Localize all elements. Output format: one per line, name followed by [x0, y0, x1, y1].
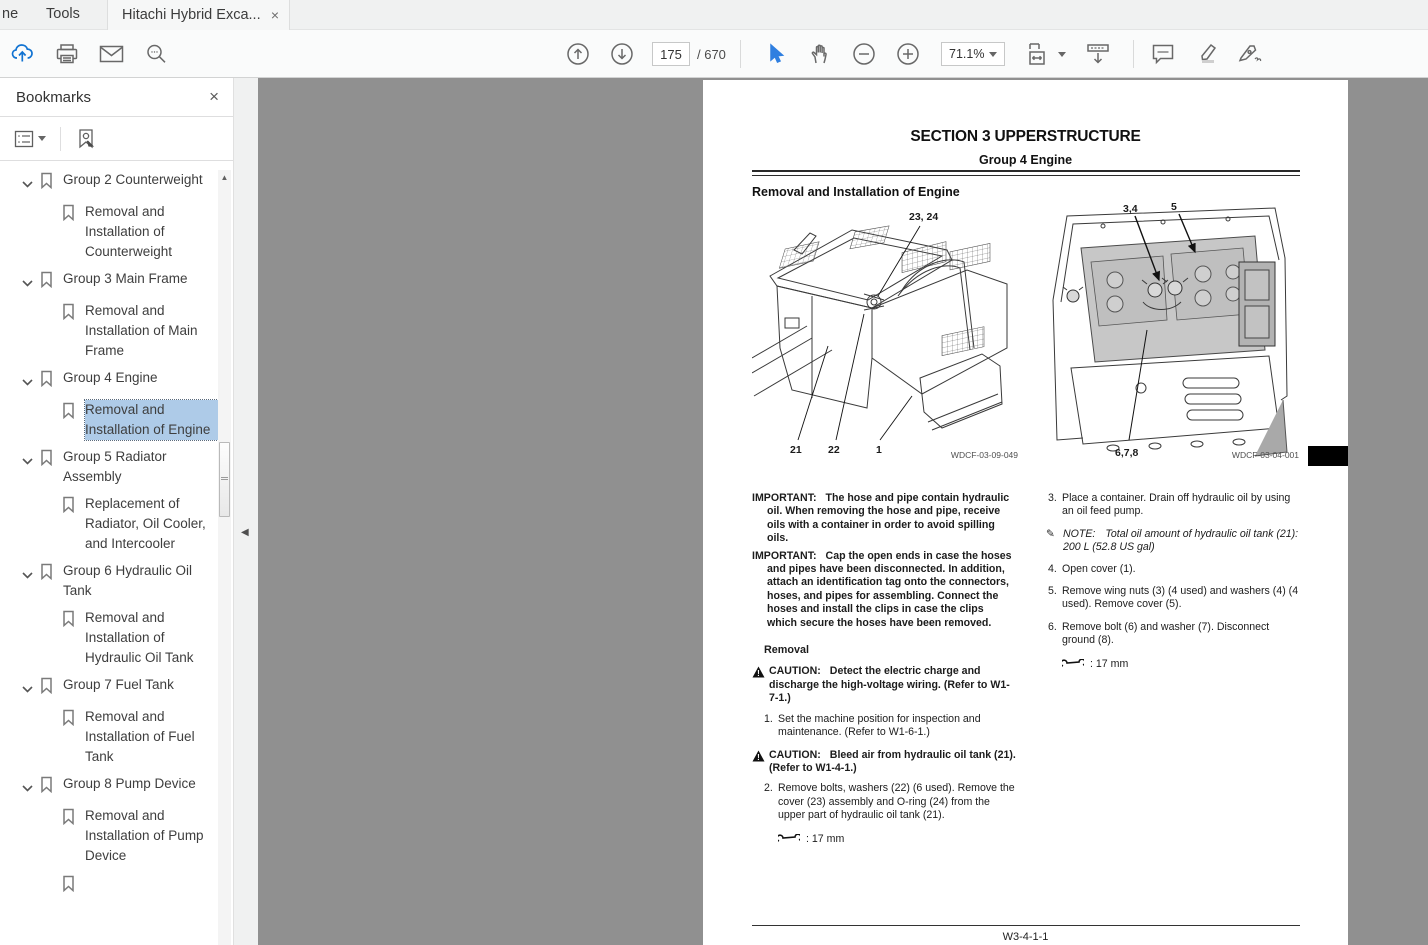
step-number: 2.	[764, 782, 773, 795]
page-total-label: / 670	[697, 47, 726, 62]
search-zoom-button[interactable]	[139, 37, 173, 71]
bookmark-icon	[62, 709, 77, 732]
bookmark-replacement-radiator[interactable]	[0, 494, 218, 554]
footer-rule	[752, 925, 1300, 926]
step-4	[1048, 563, 1302, 576]
bookmark-icon	[62, 496, 77, 519]
step-number: 4.	[1048, 562, 1057, 575]
bookmark-icon	[62, 610, 77, 633]
panel-close-icon[interactable]: ×	[209, 87, 219, 106]
comment-bubble-icon	[1151, 43, 1175, 65]
pencil-note-icon: ✎	[1046, 527, 1055, 540]
minus-circle-icon	[852, 42, 876, 66]
chevron-expanded-icon[interactable]	[22, 565, 38, 585]
email-button[interactable]	[94, 37, 128, 71]
step-text: Remove bolts, washers (22) (6 used). Remove the cover (23) assembly and O-ring (24) from the upper part of hydraulic oil tank (21).	[778, 782, 1015, 822]
wrench-spec-2	[1062, 658, 1302, 671]
tab-tools[interactable]: Tools	[46, 6, 80, 22]
signature-pen-icon	[1237, 42, 1265, 66]
toolbar-separator	[740, 40, 741, 68]
select-tool-button[interactable]	[759, 37, 793, 71]
bookmark-icon	[62, 204, 77, 227]
page-scroll-icon	[1085, 42, 1111, 66]
main-area	[0, 78, 1428, 945]
caution-text: Detect the electric charge and discharge the high-voltage wiring. (Refer to W1-7-1.)	[769, 665, 1010, 705]
bookmark-icon	[40, 563, 55, 586]
step-2	[764, 782, 1016, 822]
arrow-down-circle-icon	[610, 42, 634, 66]
step-number: 5.	[1048, 585, 1057, 598]
important-note-1	[752, 492, 1016, 546]
wrench-icon	[778, 834, 800, 844]
bookmark-group-2[interactable]	[0, 170, 218, 195]
toolbar-separator	[1133, 40, 1134, 68]
wrench-size: : 17 mm	[1090, 657, 1129, 670]
toolbar-separator	[60, 127, 61, 151]
tab-document-label: Hitachi Hybrid Exca...	[122, 7, 261, 23]
bookmarks-tree	[0, 170, 218, 945]
step-text: Open cover (1).	[1062, 562, 1136, 575]
left-column	[752, 492, 1016, 856]
zoom-out-button[interactable]	[847, 37, 881, 71]
bookmark-icon	[62, 875, 77, 898]
printer-icon	[55, 43, 79, 65]
chevron-expanded-icon[interactable]	[22, 778, 38, 798]
important-note-2	[752, 550, 1016, 630]
scrollbar-thumb[interactable]	[219, 442, 230, 517]
bookmark-removal-pump-device[interactable]	[0, 806, 218, 866]
print-button[interactable]	[50, 37, 84, 71]
collapse-panel-arrow[interactable]: ◀	[241, 527, 249, 538]
fig-label-5: 5	[1171, 201, 1177, 213]
step-number: 6.	[1048, 620, 1057, 633]
bookmark-label: Group 7 Fuel Tank	[63, 677, 174, 692]
page-heading: Removal and Installation of Engine	[752, 185, 960, 199]
bookmark-label: Removal and Installation of Engine	[85, 400, 218, 440]
chevron-expanded-icon[interactable]	[22, 174, 38, 194]
caution-1	[752, 665, 1016, 705]
bookmark-removal-main-frame[interactable]	[0, 301, 218, 361]
bookmark-group-6[interactable]	[0, 561, 218, 601]
save-cloud-button[interactable]	[7, 37, 41, 71]
step-text: Set the machine position for inspection and maintenance. (Refer to W1-6-1.)	[778, 712, 981, 739]
bookmark-icon	[40, 449, 55, 472]
fig-label-21: 21	[790, 444, 802, 456]
caution-label: CAUTION:	[769, 665, 821, 678]
page-footer: W3-4-1-1	[1002, 931, 1049, 943]
caution-2	[752, 749, 1016, 776]
step-3	[1048, 492, 1302, 519]
group-title: Group 4 Engine	[978, 153, 1073, 167]
caution-label: CAUTION:	[769, 748, 821, 761]
bookmark-label: Group 6 Hydraulic Oil Tank	[63, 563, 193, 598]
svg-text:!: !	[757, 752, 760, 762]
document-viewer[interactable]	[258, 78, 1428, 945]
wrench-spec-1	[778, 833, 1016, 846]
bookmark-icon	[40, 172, 55, 195]
bookmark-label: Group 5 Radiator Assembly	[63, 449, 167, 484]
new-bookmark-icon	[75, 128, 97, 150]
bookmark-label: Group 2 Counterweight	[63, 172, 203, 187]
bookmark-label: Removal and Installation of Fuel Tank	[85, 709, 195, 764]
select-arrow-icon	[766, 43, 786, 65]
bookmark-group-7[interactable]	[0, 675, 218, 700]
step-number: 1.	[764, 712, 773, 725]
envelope-icon	[99, 45, 124, 63]
right-column	[1048, 492, 1302, 681]
highlighter-icon	[1194, 42, 1220, 66]
options-list-icon	[14, 130, 34, 148]
bookmark-label: Group 4 Engine	[63, 370, 158, 385]
scroll-up-arrow[interactable]: ▲	[220, 173, 229, 182]
chevron-down-icon	[38, 136, 46, 141]
bookmarks-header	[0, 78, 233, 117]
chevron-down-icon	[1058, 52, 1066, 57]
add-bookmark-button[interactable]	[71, 124, 101, 154]
next-page-button[interactable]	[605, 37, 639, 71]
app-tab-bar	[0, 0, 1428, 30]
zoom-level-select[interactable]	[941, 42, 1005, 66]
tab-close-icon[interactable]: ×	[270, 7, 279, 23]
svg-text:!: !	[757, 669, 760, 679]
warning-triangle-icon	[752, 750, 765, 766]
bookmark-icon	[62, 303, 77, 326]
hand-icon	[809, 43, 832, 66]
bookmark-group-4[interactable]	[0, 368, 218, 393]
arrow-up-circle-icon	[566, 42, 590, 66]
panel-scrollbar[interactable]	[218, 170, 231, 945]
fig-caption-left: WDCF-03-09-049	[950, 450, 1018, 460]
bookmarks-title: Bookmarks	[16, 88, 92, 106]
bookmark-label: Removal and Installation of Main Frame	[85, 303, 198, 358]
note-text: Total oil amount of hydraulic oil tank (21): 200 L (52.8 US gal)	[1063, 527, 1299, 554]
comment-button[interactable]	[1146, 37, 1180, 71]
step-6	[1048, 621, 1302, 648]
step-number: 3.	[1048, 492, 1057, 504]
step-5	[1048, 585, 1302, 612]
search-icon	[145, 43, 167, 65]
pdf-page	[703, 80, 1348, 945]
bookmark-partial-row[interactable]	[0, 873, 218, 898]
bookmark-label: Removal and Installation of Counterweight	[85, 204, 173, 259]
removal-heading: Removal	[764, 644, 810, 657]
zoom-level-value: 71.1%	[949, 47, 985, 61]
bookmark-options-button[interactable]	[10, 126, 50, 152]
caution-text: Bleed air from hydraulic oil tank (21). (Refer to W1-4-1.)	[769, 748, 1016, 774]
bookmark-icon	[40, 776, 55, 799]
bookmark-label: Group 3 Main Frame	[63, 271, 188, 286]
bookmark-removal-fuel-tank[interactable]	[0, 707, 218, 767]
fig-label-3-4: 3,4	[1123, 203, 1138, 215]
hand-tool-button[interactable]	[803, 37, 837, 71]
section-title: SECTION 3 UPPERSTRUCTURE	[910, 128, 1141, 145]
bookmark-removal-hydraulic-tank[interactable]	[0, 608, 218, 668]
section-edge-marker	[1308, 446, 1348, 466]
note-block	[1048, 528, 1302, 555]
bookmark-label: Group 8 Pump Device	[63, 776, 196, 791]
step-text: Remove wing nuts (3) (4 used) and washers (4) (4 used). Remove cover (5).	[1062, 585, 1299, 611]
step-text: Place a container. Drain off hydraulic oil by using an oil feed pump.	[1062, 492, 1291, 518]
important-label: IMPORTANT:	[752, 492, 817, 504]
main-toolbar	[0, 30, 1428, 78]
bookmark-label: Removal and Installation of Pump Device	[85, 808, 204, 863]
note-label: NOTE:	[1063, 527, 1096, 540]
previous-page-button[interactable]	[561, 37, 595, 71]
panel-gutter	[233, 78, 258, 945]
double-rule	[752, 170, 1300, 176]
figure-engine-exterior	[752, 198, 1020, 460]
bookmark-group-8[interactable]	[0, 774, 218, 799]
important-text: The hose and pipe contain hydraulic oil. When removing the hose and pipe, receive oils with a container in order to avoid spilling oils.	[767, 492, 1010, 545]
bookmark-removal-engine-selected[interactable]	[0, 400, 218, 440]
important-label: IMPORTANT:	[752, 549, 817, 562]
tab-home-partial[interactable]: ne	[2, 6, 19, 22]
chevron-expanded-icon[interactable]	[22, 451, 38, 471]
bookmark-icon	[40, 370, 55, 393]
sign-button[interactable]	[1234, 37, 1268, 71]
zoom-in-button[interactable]	[891, 37, 925, 71]
important-text: Cap the open ends in case the hoses and pipes have been disconnected. In addition, attach an identification tag onto the connectors, hoses, and pipes for assembling. Connect the hoses and install the clips in case the clips which secure the hoses have been removed.	[767, 549, 1012, 629]
fig-caption-right: WDCF-03-04-001	[1231, 450, 1299, 460]
bookmarks-toolbar	[0, 117, 233, 161]
wrench-icon	[1062, 659, 1084, 669]
highlight-button[interactable]	[1190, 37, 1224, 71]
bookmark-label: Replacement of Radiator, Oil Cooler, and Intercooler	[85, 496, 206, 551]
fig-label-6-7-8: 6,7,8	[1115, 447, 1139, 459]
bookmark-group-3[interactable]	[0, 269, 218, 294]
bookmark-icon	[40, 677, 55, 700]
figure-engine-compartment	[1043, 200, 1303, 460]
bookmark-group-5[interactable]	[0, 447, 218, 487]
bookmark-icon	[40, 271, 55, 294]
bookmark-icon	[62, 402, 77, 425]
warning-triangle-icon	[752, 666, 765, 682]
page-number-value: 175	[660, 46, 682, 62]
step-1	[764, 713, 1016, 740]
step-text: Remove bolt (6) and washer (7). Disconnect ground (8).	[1062, 620, 1270, 647]
chevron-expanded-icon[interactable]	[22, 372, 38, 392]
fit-width-icon	[1027, 41, 1055, 67]
fig-label-23-24: 23, 24	[909, 211, 939, 223]
fig-label-22: 22	[828, 444, 840, 456]
bookmark-removal-counterweight[interactable]	[0, 202, 218, 262]
fit-width-button[interactable]	[1024, 37, 1068, 71]
wrench-size: : 17 mm	[806, 832, 845, 845]
plus-circle-icon	[896, 42, 920, 66]
scrolling-mode-button[interactable]	[1081, 37, 1115, 71]
chevron-down-icon	[989, 52, 997, 57]
bookmark-label: Removal and Installation of Hydraulic Oil Tank	[85, 610, 194, 665]
bookmark-icon	[62, 808, 77, 831]
cloud-upload-icon	[11, 43, 37, 65]
page-number-input[interactable]	[652, 42, 690, 66]
tab-document[interactable]	[107, 0, 290, 30]
fig-label-1: 1	[876, 444, 882, 456]
bookmarks-panel	[0, 78, 233, 945]
chevron-expanded-icon[interactable]	[22, 273, 38, 293]
chevron-expanded-icon[interactable]	[22, 679, 38, 699]
